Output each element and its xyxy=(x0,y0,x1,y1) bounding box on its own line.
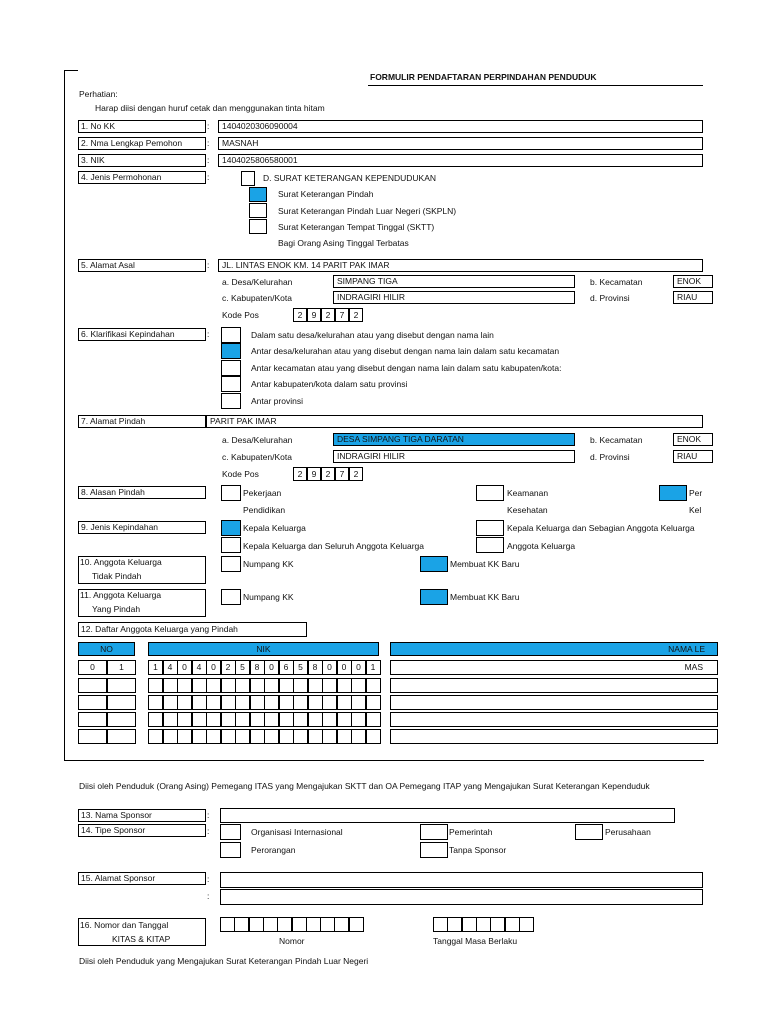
pekerjaan-label: Pekerjaan xyxy=(243,488,282,498)
nik-digit-cell[interactable] xyxy=(250,678,265,693)
nik-digit-cell[interactable] xyxy=(163,678,178,693)
tidak-pindah-baru-checkbox[interactable] xyxy=(420,556,448,572)
nik-digit-cell[interactable] xyxy=(337,712,352,727)
nik-digit-cell[interactable] xyxy=(148,678,163,693)
nik-field[interactable]: 1404025806580001 xyxy=(218,154,703,167)
nik-digit-cell[interactable]: 2 xyxy=(221,660,236,675)
nik-digit-cell[interactable]: 0 xyxy=(337,660,352,675)
org-label: Organisasi Internasional xyxy=(251,827,343,837)
pindah-desa-field[interactable]: DESA SIMPANG TIGA DARATAN xyxy=(333,433,575,446)
nik-digit-cell[interactable] xyxy=(250,729,265,744)
nama-cell[interactable] xyxy=(390,695,718,710)
colon: : xyxy=(207,172,210,182)
nik-digit-cell[interactable] xyxy=(148,695,163,710)
no-digit-cell[interactable] xyxy=(78,695,107,710)
notice-text: Harap diisi dengan huruf cetak dan menggunakan tinta hitam xyxy=(95,103,325,113)
asal-kodepos-digit[interactable]: 2 xyxy=(293,308,307,322)
skpln-checkbox[interactable] xyxy=(249,203,267,218)
nik-digit-cell[interactable] xyxy=(192,729,207,744)
nik-digit-cell[interactable] xyxy=(293,712,308,727)
nik-digit-cell[interactable]: 0 xyxy=(264,660,279,675)
tanpa-sponsor-checkbox[interactable] xyxy=(420,842,448,858)
nik-digit-cell[interactable] xyxy=(351,695,366,710)
skp-label: Surat Keterangan Pindah xyxy=(278,189,374,199)
nik-digit-cell[interactable] xyxy=(177,678,192,693)
tanpa-sponsor-label: Tanpa Sponsor xyxy=(449,845,507,855)
nik-digit-cell[interactable] xyxy=(264,678,279,693)
asal-desa-label: a. Desa/Kelurahan xyxy=(222,277,293,287)
nik-digit-cell[interactable] xyxy=(148,729,163,744)
frame-left-line xyxy=(64,70,65,760)
klasifikasi-option-label: Antar provinsi xyxy=(251,396,303,406)
tidak-pindah-numpang-checkbox[interactable] xyxy=(221,556,241,572)
nik-digit-cell[interactable] xyxy=(192,695,207,710)
nik-digit-cell[interactable] xyxy=(337,695,352,710)
nik-digit-cell[interactable] xyxy=(221,729,236,744)
perusahaan-checkbox[interactable] xyxy=(575,824,603,840)
jenis-d-checkbox[interactable] xyxy=(241,171,255,186)
kitas-nomor-cell[interactable] xyxy=(277,917,292,932)
nik-digit-cell[interactable] xyxy=(337,729,352,744)
kitas-tanggal-cell[interactable] xyxy=(462,917,477,932)
alamat-sponsor-field[interactable] xyxy=(220,872,703,888)
tidak-pindah-label: 10. Anggota Keluarga xyxy=(80,557,162,567)
no-digit-cell[interactable] xyxy=(78,678,107,693)
klasifikasi-option-checkbox[interactable] xyxy=(221,343,241,359)
kitas-tanggal-cell[interactable] xyxy=(447,917,462,932)
nik-digit-cell[interactable] xyxy=(293,729,308,744)
nik-digit-cell[interactable] xyxy=(351,729,366,744)
yang-pindah-baru-label: Membuat KK Baru xyxy=(450,592,520,602)
asal-kodepos-digit[interactable]: 9 xyxy=(307,308,321,322)
pekerjaan-checkbox[interactable] xyxy=(221,485,241,501)
colon: : xyxy=(207,329,210,339)
form-title: FORMULIR PENDAFTARAN PERPINDAHAN PENDUDUK xyxy=(370,72,597,82)
asal-kec-field[interactable]: ENOK xyxy=(673,275,713,288)
nik-digit-cell[interactable] xyxy=(221,712,236,727)
pindah-kec-field[interactable]: ENOK xyxy=(673,433,713,446)
nik-digit-cell[interactable] xyxy=(322,729,337,744)
kitas-label-2: KITAS & KITAP xyxy=(112,934,171,944)
nik-digit-cell[interactable] xyxy=(322,695,337,710)
sponsor-note: Diisi oleh Penduduk (Orang Asing) Pemegang ITAS yang Mengajukan SKTT dan OA Pemegang ITAP yang Mengajukan Surat Keterangan Kependuduk xyxy=(79,781,650,791)
nik-digit-cell[interactable] xyxy=(308,695,323,710)
asal-desa-field[interactable]: SIMPANG TIGA xyxy=(333,275,575,288)
colon: : xyxy=(207,155,210,165)
kk-label: Kepala Keluarga xyxy=(243,523,306,533)
nama-field[interactable]: MASNAH xyxy=(218,137,703,150)
klasifikasi-option-checkbox[interactable] xyxy=(221,327,241,343)
yang-pindah-label: 11. Anggota Keluarga xyxy=(80,590,162,600)
nomor-label: Nomor xyxy=(279,936,305,946)
nik-digit-cell[interactable] xyxy=(148,712,163,727)
asal-kodepos-digit[interactable]: 7 xyxy=(335,308,349,322)
nik-digit-cell[interactable] xyxy=(351,712,366,727)
pindah-kodepos-digit[interactable]: 2 xyxy=(293,467,307,481)
tidak-pindah-label-2: Tidak Pindah xyxy=(92,571,142,581)
nik-digit-cell[interactable]: 8 xyxy=(308,660,323,675)
pindah-kec-label: b. Kecamatan xyxy=(590,435,643,445)
anggota-checkbox[interactable] xyxy=(476,537,504,553)
nik-digit-cell[interactable] xyxy=(177,712,192,727)
nik-digit-cell[interactable] xyxy=(279,695,294,710)
nama-label: 2. Nma Lengkap Pemohon xyxy=(78,137,206,150)
keamanan-label: Keamanan xyxy=(507,488,549,498)
footer-note: Diisi oleh Penduduk yang Mengajukan Surat Keterangan Pindah Luar Negeri xyxy=(79,956,369,966)
colon: : xyxy=(207,826,210,836)
nik-digit-cell[interactable]: 6 xyxy=(279,660,294,675)
nik-digit-cell[interactable] xyxy=(192,712,207,727)
kesehatan-label: Kesehatan xyxy=(507,505,548,515)
no-kk-field[interactable]: 1404020306090004 xyxy=(218,120,703,133)
alamat-asal-field[interactable]: JL. LINTAS ENOK KM. 14 PARIT PAK IMAR xyxy=(218,259,703,272)
colon: : xyxy=(207,874,210,884)
pindah-kab-label: c. Kabupaten/Kota xyxy=(222,452,292,462)
nama-sponsor-label: 13. Nama Sponsor xyxy=(78,809,206,822)
kitas-tanggal-cell[interactable] xyxy=(433,917,448,932)
col-nik-header: NIK xyxy=(148,642,379,656)
nik-digit-cell[interactable] xyxy=(221,678,236,693)
nik-digit-cell[interactable] xyxy=(264,695,279,710)
nama-sponsor-field[interactable] xyxy=(220,808,675,823)
nik-digit-cell[interactable]: 1 xyxy=(148,660,163,675)
nik-digit-cell[interactable] xyxy=(366,695,381,710)
kk-sebagian-checkbox[interactable] xyxy=(476,520,504,536)
nama-cell[interactable]: MAS xyxy=(390,660,718,675)
nik-digit-cell[interactable] xyxy=(366,678,381,693)
alasan-label: 8. Alasan Pindah xyxy=(78,486,206,499)
no-digit-cell[interactable]: 0 xyxy=(78,660,107,675)
kk-seluruh-checkbox[interactable] xyxy=(221,537,241,553)
kitas-nomor-cell[interactable] xyxy=(292,917,307,932)
kitas-tanggal-cell[interactable] xyxy=(505,917,520,932)
nik-digit-cell[interactable] xyxy=(264,712,279,727)
alamat-sponsor-label: 15. Alamat Sponsor xyxy=(78,872,206,885)
nik-digit-cell[interactable] xyxy=(293,678,308,693)
nik-digit-cell[interactable]: 1 xyxy=(366,660,381,675)
asal-kec-label: b. Kecamatan xyxy=(590,277,643,287)
yang-pindah-numpang-label: Numpang KK xyxy=(243,592,294,602)
nik-digit-cell[interactable] xyxy=(206,729,221,744)
nik-digit-cell[interactable]: 0 xyxy=(177,660,192,675)
nik-digit-cell[interactable] xyxy=(163,695,178,710)
nik-digit-cell[interactable] xyxy=(308,729,323,744)
pindah-kodepos-digit[interactable]: 2 xyxy=(349,467,363,481)
title-underline xyxy=(368,85,703,86)
asal-kodepos-label: Kode Pos xyxy=(222,310,259,320)
no-digit-cell[interactable] xyxy=(78,712,107,727)
pindah-kodepos-digit[interactable]: 7 xyxy=(335,467,349,481)
tidak-pindah-baru-label: Membuat KK Baru xyxy=(450,559,520,569)
kk-sebagian-label: Kepala Keluarga dan Sebagian Anggota Keluarga xyxy=(507,523,695,533)
nama-cell[interactable] xyxy=(390,678,718,693)
kitas-nomor-cell[interactable] xyxy=(249,917,264,932)
kitas-nomor-cell[interactable] xyxy=(320,917,335,932)
yang-pindah-baru-checkbox[interactable] xyxy=(420,589,448,605)
jenis-permohonan-label: 4. Jenis Permohonan xyxy=(78,171,206,184)
klasifikasi-option-checkbox[interactable] xyxy=(221,360,241,376)
kk-seluruh-label: Kepala Keluarga dan Seluruh Anggota Keluarga xyxy=(243,541,425,551)
org-checkbox[interactable] xyxy=(220,824,241,840)
no-digit-cell[interactable] xyxy=(107,695,136,710)
colon: : xyxy=(207,260,210,270)
col-nama-header xyxy=(390,642,718,656)
jenis-d-heading: D. SURAT KETERANGAN KEPENDUDUKAN xyxy=(263,173,437,183)
nik-digit-cell[interactable] xyxy=(235,729,250,744)
tidak-pindah-numpang-label: Numpang KK xyxy=(243,559,294,569)
per-label: Per xyxy=(689,488,703,498)
klasifikasi-option-checkbox[interactable] xyxy=(221,376,241,392)
pindah-prov-field[interactable]: RIAU xyxy=(673,450,713,463)
nik-digit-cell[interactable] xyxy=(279,729,294,744)
nik-digit-cell[interactable]: 8 xyxy=(250,660,265,675)
colon: : xyxy=(207,121,210,131)
notice-label: Perhatian: xyxy=(79,89,118,99)
klasifikasi-option-label: Dalam satu desa/kelurahan atau yang disebut dengan nama lain xyxy=(251,330,494,340)
nik-digit-cell[interactable] xyxy=(322,712,337,727)
nik-digit-cell[interactable] xyxy=(322,678,337,693)
nik-digit-cell[interactable]: 4 xyxy=(192,660,207,675)
colon: : xyxy=(207,138,210,148)
nik-digit-cell[interactable]: 0 xyxy=(322,660,337,675)
asal-kodepos-digit[interactable]: 2 xyxy=(321,308,335,322)
sktt-label: Surat Keterangan Tempat Tinggal (SKTT) xyxy=(278,222,435,232)
anggota-label: Anggota Keluarga xyxy=(507,541,576,551)
pindah-kab-field[interactable]: INDRAGIRI HILIR xyxy=(333,450,575,463)
nama-cell[interactable] xyxy=(390,729,718,744)
tanggal-label: Tanggal Masa Berlaku xyxy=(433,936,518,946)
asal-kodepos-digit[interactable]: 2 xyxy=(349,308,363,322)
nik-digit-cell[interactable]: 0 xyxy=(351,660,366,675)
skp-checkbox[interactable] xyxy=(249,187,267,202)
no-digit-cell[interactable] xyxy=(107,678,136,693)
klasifikasi-option-checkbox[interactable] xyxy=(221,393,241,409)
sktt-sublabel: Bagi Orang Asing Tinggal Terbatas xyxy=(278,238,409,248)
kk-checkbox[interactable] xyxy=(221,520,241,536)
nik-digit-cell[interactable] xyxy=(163,729,178,744)
nik-digit-cell[interactable]: 4 xyxy=(163,660,178,675)
nama-cell[interactable] xyxy=(390,712,718,727)
nik-digit-cell[interactable] xyxy=(192,678,207,693)
kitas-nomor-cell[interactable] xyxy=(263,917,278,932)
pindah-kodepos-digit[interactable]: 2 xyxy=(321,467,335,481)
jenis-kepindahan-label: 9. Jenis Kepindahan xyxy=(78,521,206,534)
nik-digit-cell[interactable] xyxy=(163,712,178,727)
no-digit-cell[interactable]: 1 xyxy=(107,660,136,675)
nik-digit-cell[interactable]: 0 xyxy=(206,660,221,675)
nik-digit-cell[interactable] xyxy=(235,712,250,727)
nik-digit-cell[interactable] xyxy=(279,678,294,693)
alamat-asal-label: 5. Alamat Asal xyxy=(78,259,206,272)
nik-digit-cell[interactable] xyxy=(308,712,323,727)
kel-label: Kel xyxy=(689,505,702,515)
alamat-pindah-label: 7. Alamat Pindah xyxy=(78,415,206,428)
nik-digit-cell[interactable]: 5 xyxy=(235,660,250,675)
asal-kab-label: c. Kabupaten/Kota xyxy=(222,293,292,303)
nik-digit-cell[interactable] xyxy=(351,678,366,693)
per-checkbox[interactable] xyxy=(659,485,687,501)
nik-digit-cell[interactable] xyxy=(293,695,308,710)
nik-digit-cell[interactable] xyxy=(264,729,279,744)
no-digit-cell[interactable] xyxy=(78,729,107,744)
pindah-prov-label: d. Provinsi xyxy=(590,452,630,462)
nik-digit-cell[interactable] xyxy=(235,678,250,693)
col-no-header: NO xyxy=(78,642,135,656)
nik-digit-cell[interactable] xyxy=(366,729,381,744)
kitas-label: 16. Nomor dan Tanggal xyxy=(80,920,169,930)
nik-digit-cell[interactable] xyxy=(308,678,323,693)
nik-digit-cell[interactable] xyxy=(235,695,250,710)
klasifikasi-option-label: Antar kabupaten/kota dalam satu provinsi xyxy=(251,379,408,389)
pindah-kodepos-digit[interactable]: 9 xyxy=(307,467,321,481)
no-digit-cell[interactable] xyxy=(107,729,136,744)
nik-digit-cell[interactable] xyxy=(206,712,221,727)
sktt-checkbox[interactable] xyxy=(249,219,267,234)
nik-digit-cell[interactable] xyxy=(221,695,236,710)
kitas-nomor-cell[interactable] xyxy=(306,917,321,932)
tipe-sponsor-label: 14. Tipe Sponsor xyxy=(78,824,206,837)
nik-digit-cell[interactable] xyxy=(250,695,265,710)
perorangan-checkbox[interactable] xyxy=(220,842,241,858)
kitas-nomor-cell[interactable] xyxy=(220,917,235,932)
nik-digit-cell[interactable] xyxy=(177,695,192,710)
nik-digit-cell[interactable] xyxy=(206,695,221,710)
pindah-kodepos-label: Kode Pos xyxy=(222,469,259,479)
daftar-label: 12. Daftar Anggota Keluarga yang Pindah xyxy=(78,622,307,637)
perusahaan-label: Perusahaan xyxy=(605,827,651,837)
nik-digit-cell[interactable] xyxy=(337,678,352,693)
asal-prov-field[interactable]: RIAU xyxy=(673,291,713,304)
no-digit-cell[interactable] xyxy=(107,712,136,727)
kitas-nomor-cell[interactable] xyxy=(234,917,249,932)
skpln-label: Surat Keterangan Pindah Luar Negeri (SKPLN) xyxy=(278,206,457,216)
nik-digit-cell[interactable] xyxy=(279,712,294,727)
col-nama-header-text: NAMA LE xyxy=(668,644,705,654)
nik-digit-cell[interactable] xyxy=(366,712,381,727)
nik-digit-cell[interactable] xyxy=(206,678,221,693)
kitas-tanggal-cell[interactable] xyxy=(519,917,534,932)
pindah-desa-label: a. Desa/Kelurahan xyxy=(222,435,293,445)
keamanan-checkbox[interactable] xyxy=(476,485,504,501)
yang-pindah-label-2: Yang Pindah xyxy=(92,604,141,614)
yang-pindah-numpang-checkbox[interactable] xyxy=(221,589,241,605)
alamat-pindah-field[interactable]: PARIT PAK IMAR xyxy=(206,415,703,428)
kitas-nomor-cell[interactable] xyxy=(349,917,364,932)
klasifikasi-option-label: Antar desa/kelurahan atau yang disebut dengan nama lain dalam satu kecamatan xyxy=(251,346,560,356)
perorangan-label: Perorangan xyxy=(251,845,296,855)
colon: : xyxy=(207,810,210,820)
asal-kab-field[interactable]: INDRAGIRI HILIR xyxy=(333,291,575,304)
nik-label: 3. NIK xyxy=(78,154,206,167)
asal-prov-label: d. Provinsi xyxy=(590,293,630,303)
klasifikasi-label: 6. Klarifikasi Kepindahan xyxy=(78,328,206,341)
kitas-nomor-cell[interactable] xyxy=(334,917,349,932)
klasifikasi-option-label: Antar kecamatan atau yang disebut dengan nama lain dalam satu kabupaten/kota: xyxy=(251,363,562,373)
frame-top-tick xyxy=(64,70,78,71)
nik-digit-cell[interactable] xyxy=(177,729,192,744)
kitas-tanggal-cell[interactable] xyxy=(476,917,491,932)
nik-digit-cell[interactable]: 5 xyxy=(293,660,308,675)
pemerintah-checkbox[interactable] xyxy=(420,824,448,840)
pemerintah-label: Pemerintah xyxy=(449,827,493,837)
colon: : xyxy=(207,891,210,901)
nik-digit-cell[interactable] xyxy=(250,712,265,727)
alamat-sponsor-field-2[interactable] xyxy=(220,889,703,905)
pendidikan-label: Pendidikan xyxy=(243,505,286,515)
kitas-tanggal-cell[interactable] xyxy=(490,917,505,932)
no-kk-label: 1. No KK xyxy=(78,120,206,133)
section-divider xyxy=(64,760,704,761)
